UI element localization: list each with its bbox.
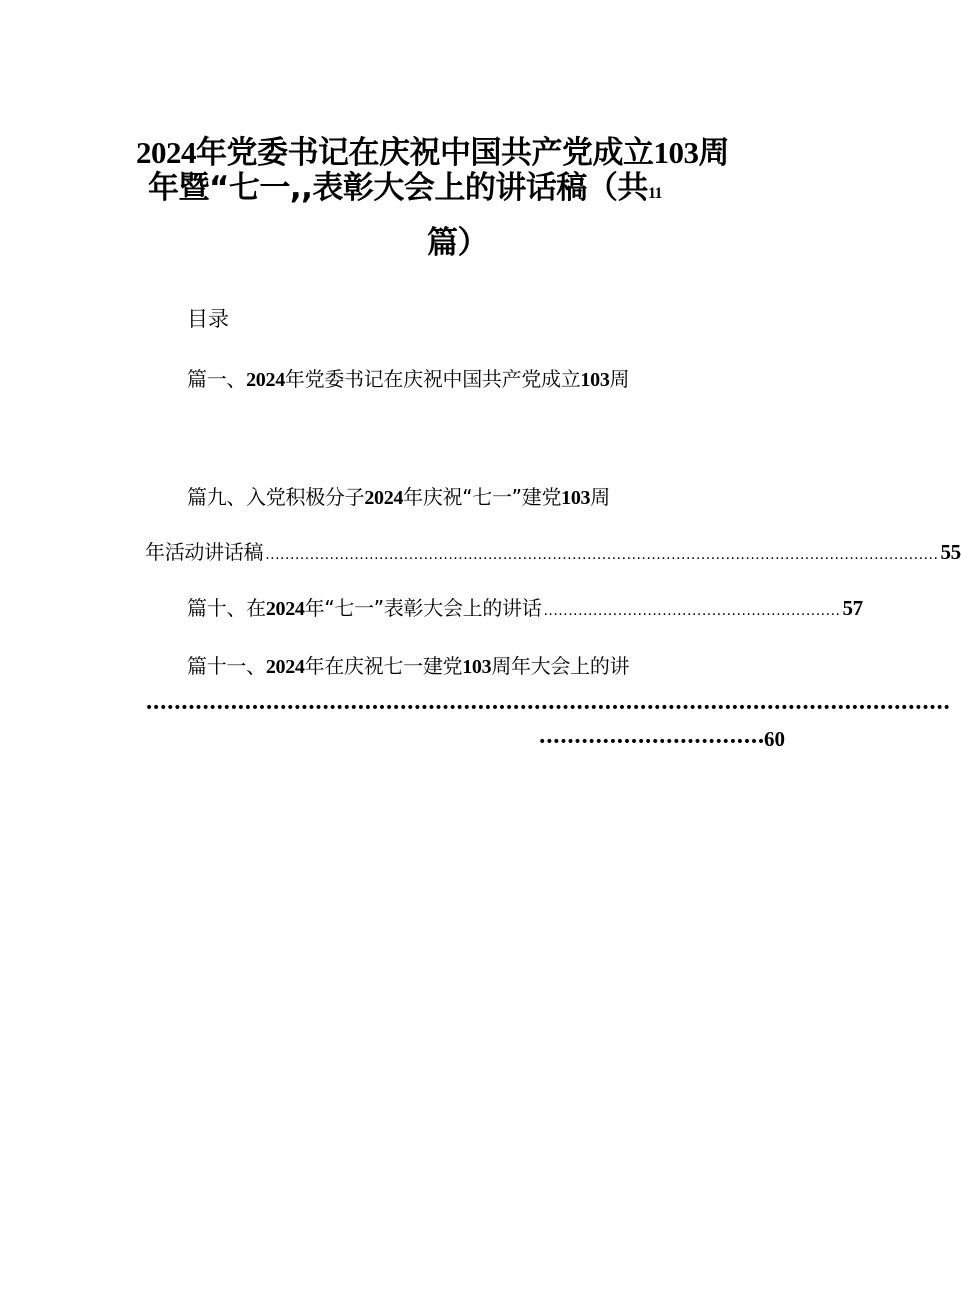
- toc-entry-text: 周年大会上的讲: [491, 654, 630, 678]
- title-text-3: 年暨“七一,,表彰大会上的讲话稿（共: [148, 170, 648, 206]
- toc-entry-prefix: 篇十一、: [187, 654, 266, 678]
- title-line-1: [136, 137, 729, 169]
- toc-entry-year: 2024: [265, 656, 305, 678]
- toc-entry-1[interactable]: [187, 363, 629, 392]
- toc-entry-prefix: 篇十、在: [187, 596, 266, 620]
- toc-entry-9-continued[interactable]: [145, 536, 961, 565]
- toc-entry-year: 2024: [364, 487, 404, 509]
- toc-entry-text: 年庆祝“七一”建党: [403, 485, 562, 509]
- toc-entry-11[interactable]: [187, 650, 629, 679]
- toc-entry-year: 2024: [265, 598, 305, 620]
- title-year: 2024: [136, 135, 196, 170]
- toc-entry-text: 周: [609, 367, 630, 391]
- toc-entry-text: 年“七一”表彰大会上的讲话: [304, 596, 542, 620]
- toc-entry-number: 103: [561, 487, 591, 509]
- toc-page-number: 55: [940, 540, 961, 564]
- bullet-leader: ••••••••••••••••••••••••••••••••••••••••••••••••••••••••••••••••••••••••••••••••••••••••••••••••••••••••••••••••••: [145, 700, 950, 716]
- dot-leader: ............................................................: [543, 603, 841, 619]
- toc-entry-number: 103: [462, 656, 492, 678]
- toc-entry-number: 103: [580, 369, 610, 391]
- toc-entry-11-continued[interactable]: [538, 727, 785, 752]
- toc-entry-text: 年活动讲话稿: [145, 540, 264, 564]
- toc-page-number: 57: [842, 596, 863, 620]
- toc-entry-10[interactable]: [187, 592, 863, 621]
- title-text-1: 年党委书记在庆祝中国共产党成立: [196, 135, 654, 171]
- title-line-3: 篇）: [427, 225, 488, 261]
- toc-entry-text: 周: [590, 485, 610, 509]
- title-text-2: 周: [698, 135, 729, 171]
- toc-entry-prefix: 篇一、: [187, 367, 247, 391]
- title-count: 11: [647, 185, 663, 202]
- title-anniversary: 103: [653, 135, 699, 170]
- toc-heading: 目录: [187, 307, 229, 331]
- dot-leader: ........................................................................................................................................: [265, 547, 939, 563]
- bullet-leader: ••••••••••••••••••••••••••••••••: [538, 734, 764, 750]
- toc-entry-prefix: 篇九、入党积极分子: [187, 485, 365, 509]
- toc-page-number: 60: [764, 727, 785, 751]
- title-line-2: [148, 170, 663, 206]
- toc-entry-year: 2024: [246, 369, 285, 391]
- toc-entry-text: 年党委书记在庆祝中国共产党成立: [284, 367, 581, 391]
- toc-entry-9[interactable]: [187, 481, 610, 510]
- toc-entry-text: 年在庆祝七一建党: [304, 654, 463, 678]
